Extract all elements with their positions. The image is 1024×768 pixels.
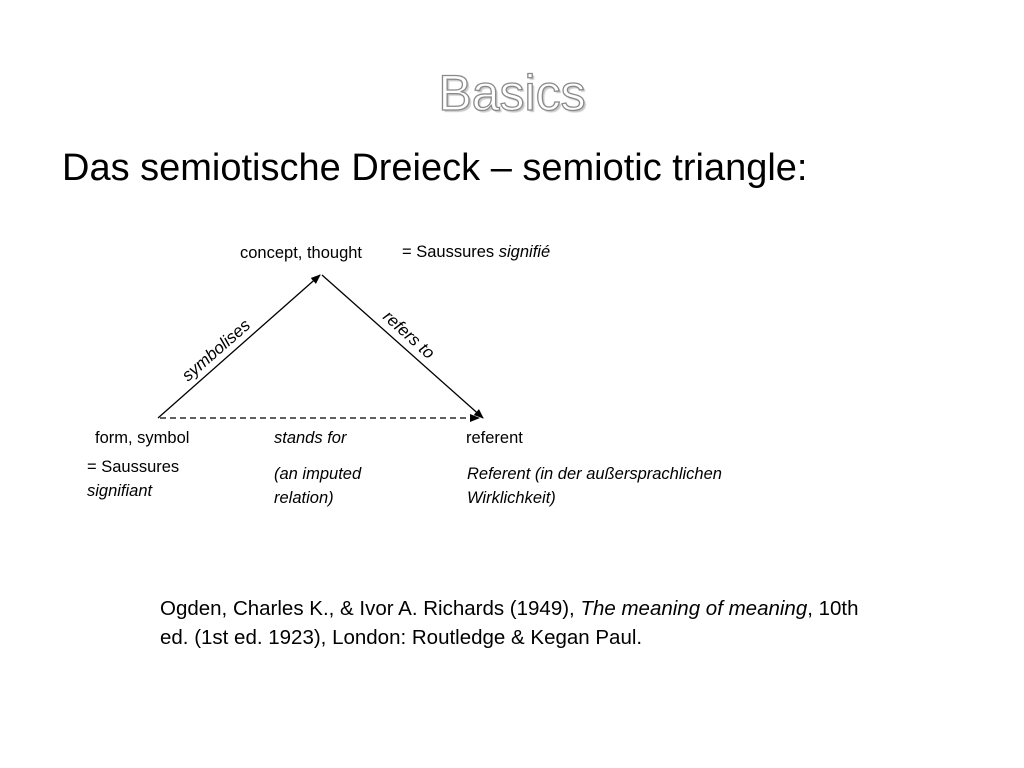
base-edge-note-line2: relation) [274,489,334,507]
citation-book-title: The meaning of meaning [580,597,808,620]
base-edge-label: stands for [274,429,347,447]
edge-refers-to [322,275,483,418]
right-node-description-line2: Wirklichkeit) [467,489,556,507]
citation-part2: , 10th ed. (1st ed. 1923), London: Routledge & Kegan Paul. [160,597,859,649]
base-edge-note-line1: (an imputed [274,465,362,483]
edge-symbolises [158,275,320,418]
citation [160,594,860,652]
slide-subtitle: Das semiotische Dreieck – semiotic triangle: [62,147,808,189]
slide-title: Basics [438,65,586,121]
top-node-saussure [402,242,550,262]
left-node-saussure-prefix: = Saussures [87,458,180,476]
left-node-label: form, symbol [95,429,190,447]
edge-label-refers-to: refers to [379,306,439,363]
right-node-label: referent [466,429,523,447]
top-node-saussure-prefix: = Saussures [402,243,499,261]
left-node-saussure-term: signifiant [87,482,153,500]
edge-label-symbolises: symbolises [178,315,255,386]
top-node-label: concept, thought [240,244,363,262]
citation-part1: Ogden, Charles K., & Ivor A. Richards (1949), [160,597,581,620]
right-node-description-line1: Referent (in der außersprachlichen [467,465,722,483]
top-node-saussure-term: signifié [498,243,551,261]
